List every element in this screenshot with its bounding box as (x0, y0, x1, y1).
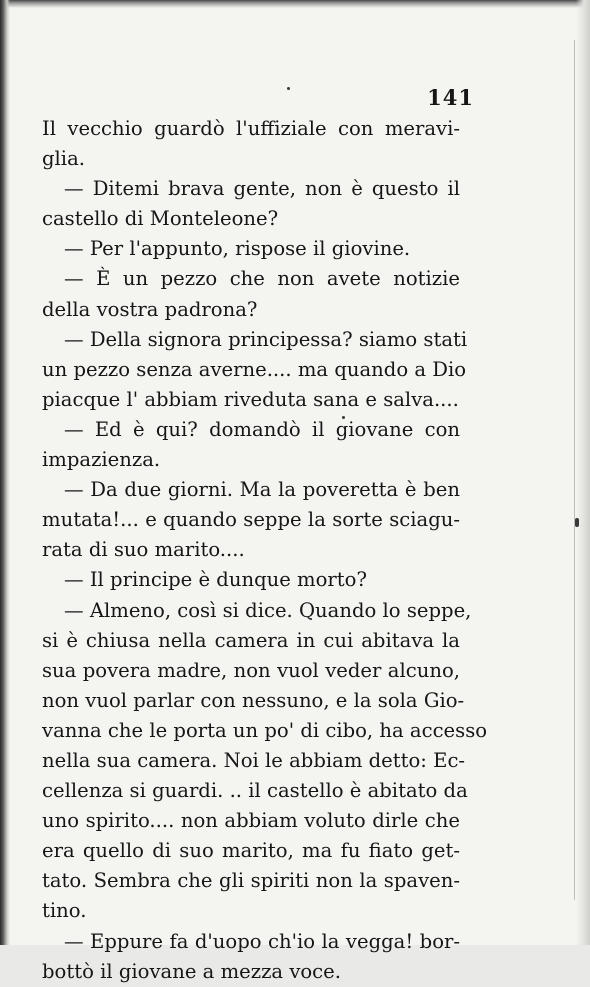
paragraph (42, 114, 460, 174)
text-line: nella sua camera. Noi le abbiam detto: Ec- (42, 748, 466, 772)
paragraph (42, 415, 460, 475)
text-line: — Ed è qui? domandò il giovane con (64, 417, 460, 441)
text-line: bottò il giovane a mezza voce. (42, 959, 341, 983)
ink-speck (575, 518, 579, 527)
paragraph (42, 927, 460, 987)
text-line: glia. (42, 147, 85, 171)
text-line: vanna che le porta un po' di cibo, ha accesso (42, 718, 488, 742)
text-line: si è chiusa nella camera in cui abitava la (42, 628, 460, 652)
text-line: — Ditemi brava gente, non è questo il (64, 177, 460, 201)
text-line: impazienza. (42, 448, 161, 472)
text-line: mutata!... e quando seppe la sorte sciagu- (42, 508, 460, 532)
text-line: era quello di suo marito, ma fu fiato get- (42, 839, 460, 863)
text-line: uno spirito.... non abbiam voluto dirle che (42, 809, 460, 833)
paragraph (42, 325, 468, 415)
text-line: Il vecchio guardò l'uffiziale con meravi- (42, 117, 460, 140)
page-number: 141 (427, 85, 474, 110)
text-line: tino. (42, 899, 87, 923)
text-line: della vostra padrona? (42, 297, 258, 321)
text-line: sua povera madre, non vuol veder alcuno, (42, 658, 460, 682)
body-text (42, 114, 488, 987)
text-line: — È un pezzo che non avete notizie (64, 267, 460, 291)
ink-speck (287, 87, 290, 90)
text-line: rata di suo marito.... (42, 538, 245, 562)
page-top-edge (0, 0, 590, 8)
paragraph (42, 264, 460, 324)
text-line: piacque l' abbiam riveduta sana e salva.... (42, 387, 459, 411)
paragraph (42, 475, 460, 565)
text-line: — Eppure fa d'uopo ch'io la vegga! bor- (64, 929, 460, 953)
paragraph (42, 565, 460, 595)
paragraph (42, 234, 460, 264)
text-line: — Da due giorni. Ma la poveretta è ben (64, 478, 460, 502)
text-line: — Per l'appunto, rispose il giovine. (64, 237, 411, 261)
text-line: — Almeno, così si dice. Quando lo seppe, (64, 598, 472, 622)
page-fold-line (574, 40, 575, 900)
text-line: non vuol parlar con nessuno, e la sola Gio- (42, 688, 465, 712)
paragraph (42, 174, 460, 234)
text-line: cellenza si guardi. .. il castello è abitato da (42, 779, 468, 803)
page-left-edge (0, 0, 10, 945)
text-line: un pezzo senza averne.... ma quando a Dio (42, 357, 467, 381)
text-line: — Della signora principessa? siamo stati (64, 327, 468, 351)
page-right-edge (576, 0, 590, 945)
text-line: castello di Monteleone? (42, 207, 279, 231)
text-line: — Il principe è dunque morto? (64, 568, 367, 592)
paragraph (42, 596, 488, 927)
text-line: tato. Sembra che gli spiriti non la spaven- (42, 869, 460, 893)
